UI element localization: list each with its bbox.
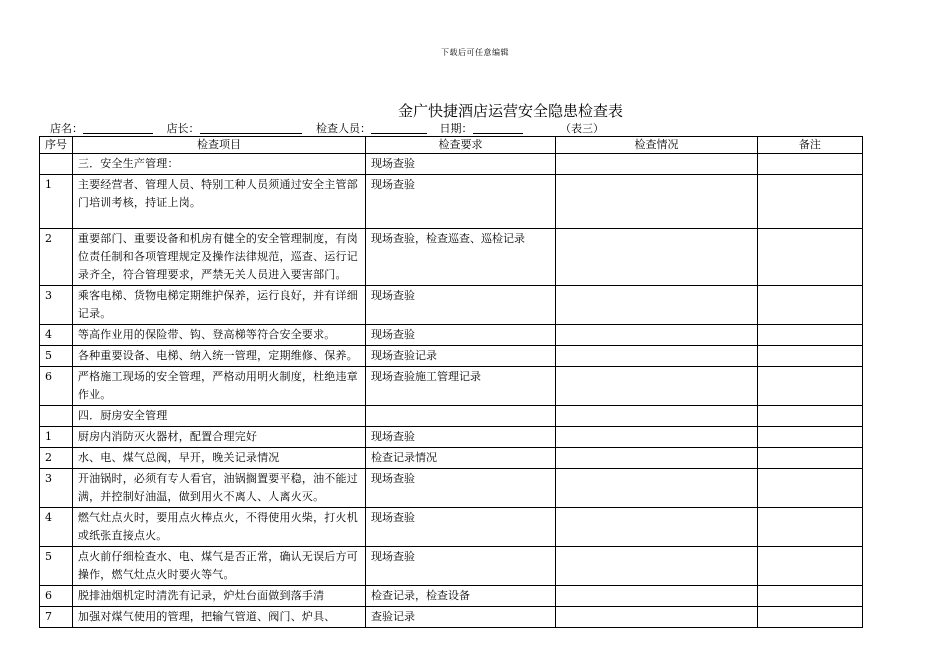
cell-note[interactable] xyxy=(757,607,862,628)
inspector-label: 检查人员： xyxy=(316,122,371,135)
cell-requirement: 检查记录，检查设备 xyxy=(366,586,556,607)
section-row xyxy=(40,406,863,427)
cell-item: 点火前仔细检查水、电、煤气是否正常，确认无误后方可操作，燃气灶点火时要火等气。 xyxy=(72,547,365,586)
table-row xyxy=(40,367,863,406)
table-row xyxy=(40,547,863,586)
cell-note[interactable] xyxy=(757,469,862,508)
table-row xyxy=(40,469,863,508)
cell-item: 等高作业用的保险带、钩、登高梯等符合安全要求。 xyxy=(72,325,365,346)
table-row xyxy=(40,325,863,346)
cell-no: 1 xyxy=(40,175,73,229)
cell-note[interactable] xyxy=(757,508,862,547)
table-row xyxy=(40,427,863,448)
cell-no: 5 xyxy=(40,547,73,586)
cell-note[interactable] xyxy=(757,448,862,469)
cell-note[interactable] xyxy=(757,586,862,607)
cell-status[interactable] xyxy=(556,607,758,628)
cell-no: 4 xyxy=(40,325,73,346)
date-label: 日期： xyxy=(439,122,473,135)
cell-no: 5 xyxy=(40,346,73,367)
cell-no: 4 xyxy=(40,508,73,547)
col-header-status: 检查情况 xyxy=(556,137,758,154)
cell-requirement: 检查记录情况 xyxy=(366,448,556,469)
cell-item: 严格施工现场的安全管理，严格动用明火制度，杜绝违章作业。 xyxy=(72,367,365,406)
cell-item: 重要部门、重要设备和机房有健全的安全管理制度，有岗位责任制和各项管理规定及操作法律规范，巡查、运行记录齐全，符合管理要求，严禁无关人员进入要害部门。 xyxy=(72,229,365,286)
cell-requirement: 查验记录 xyxy=(366,607,556,628)
cell-status[interactable] xyxy=(556,154,758,175)
cell-requirement: 现场查验 xyxy=(366,154,556,175)
cell-no: 2 xyxy=(40,229,73,286)
col-header-no: 序号 xyxy=(40,137,73,154)
cell-status[interactable] xyxy=(556,175,758,229)
cell-requirement: 现场查验施工管理记录 xyxy=(366,367,556,406)
table-row xyxy=(40,607,863,628)
manager-field[interactable] xyxy=(200,122,302,134)
table-row xyxy=(40,175,863,229)
cell-requirement: 现场查验 xyxy=(366,547,556,586)
cell-requirement: 现场查验 xyxy=(366,325,556,346)
table-row xyxy=(40,448,863,469)
cell-status[interactable] xyxy=(556,286,758,325)
table-row xyxy=(40,229,863,286)
cell-item: 各种重要设备、电梯、纳入统一管理，定期维修、保养。 xyxy=(72,346,365,367)
cell-requirement: 现场查验 xyxy=(366,427,556,448)
cell-status[interactable] xyxy=(556,427,758,448)
cell-item: 水、电、煤气总阀，早开，晚关记录情况 xyxy=(72,448,365,469)
store-field[interactable] xyxy=(83,122,153,134)
inspection-table xyxy=(39,136,863,628)
cell-status[interactable] xyxy=(556,547,758,586)
table-label: （表三） xyxy=(560,122,604,135)
meta-line xyxy=(50,120,604,136)
cell-requirement: 现场查验，检查巡查、巡检记录 xyxy=(366,229,556,286)
cell-requirement: 现场查验 xyxy=(366,469,556,508)
cell-status[interactable] xyxy=(556,325,758,346)
cell-note[interactable] xyxy=(757,325,862,346)
cell-requirement xyxy=(366,406,556,427)
table-row xyxy=(40,346,863,367)
cell-item: 加强对煤气使用的管理，把输气管道、阀门、炉具、 xyxy=(72,607,365,628)
col-header-requirement: 检查要求 xyxy=(366,137,556,154)
cell-note[interactable] xyxy=(757,175,862,229)
section-row xyxy=(40,154,863,175)
cell-item: 脱排油烟机定时清洗有记录，炉灶台面做到落手清 xyxy=(72,586,365,607)
cell-item: 厨房内消防灭火器材，配置合理完好 xyxy=(72,427,365,448)
col-header-note: 备注 xyxy=(757,137,862,154)
manager-label: 店长： xyxy=(166,122,200,135)
cell-status[interactable] xyxy=(556,508,758,547)
cell-item: 燃气灶点火时，要用点火棒点火，不得使用火柴，打火机或纸张直接点火。 xyxy=(72,508,365,547)
cell-no: 1 xyxy=(40,427,73,448)
cell-status[interactable] xyxy=(556,406,758,427)
cell-note[interactable] xyxy=(757,286,862,325)
cell-no: 6 xyxy=(40,367,73,406)
cell-note[interactable] xyxy=(757,406,862,427)
inspector-field[interactable] xyxy=(371,122,427,134)
cell-no xyxy=(40,406,73,427)
table-row xyxy=(40,586,863,607)
table-row xyxy=(40,508,863,547)
cell-no: 7 xyxy=(40,607,73,628)
table-row xyxy=(40,286,863,325)
cell-item: 三．安全生产管理： xyxy=(72,154,365,175)
col-header-item: 检查项目 xyxy=(72,137,365,154)
cell-note[interactable] xyxy=(757,427,862,448)
cell-note[interactable] xyxy=(757,154,862,175)
cell-requirement: 现场查验 xyxy=(366,175,556,229)
date-field[interactable] xyxy=(473,122,523,134)
cell-status[interactable] xyxy=(556,229,758,286)
cell-status[interactable] xyxy=(556,346,758,367)
table-header-row xyxy=(40,137,863,154)
cell-note[interactable] xyxy=(757,346,862,367)
cell-no xyxy=(40,154,73,175)
cell-no: 3 xyxy=(40,286,73,325)
cell-requirement: 现场查验 xyxy=(366,286,556,325)
document-title: 金广快捷酒店运营安全隐患检查表 xyxy=(398,102,624,120)
cell-note[interactable] xyxy=(757,367,862,406)
header-note: 下载后可任意编辑 xyxy=(441,48,509,57)
cell-note[interactable] xyxy=(757,229,862,286)
cell-no: 6 xyxy=(40,586,73,607)
store-label: 店名： xyxy=(50,122,83,135)
cell-item: 四．厨房安全管理 xyxy=(72,406,365,427)
cell-item: 主要经营者、管理人员、特别工种人员须通过安全主管部门培训考核，持证上岗。 xyxy=(72,175,365,229)
cell-no: 3 xyxy=(40,469,73,508)
cell-requirement: 现场查验记录 xyxy=(366,346,556,367)
cell-note[interactable] xyxy=(757,547,862,586)
cell-item: 乘客电梯、货物电梯定期维护保养，运行良好，并有详细记录。 xyxy=(72,286,365,325)
cell-status[interactable] xyxy=(556,469,758,508)
cell-status[interactable] xyxy=(556,586,758,607)
cell-status[interactable] xyxy=(556,367,758,406)
cell-status[interactable] xyxy=(556,448,758,469)
cell-requirement: 现场查验 xyxy=(366,508,556,547)
cell-item: 开油锅时，必须有专人看官，油锅搁置要平稳，油不能过满，并控制好油温，做到用火不离人、人离火灭。 xyxy=(72,469,365,508)
cell-no: 2 xyxy=(40,448,73,469)
